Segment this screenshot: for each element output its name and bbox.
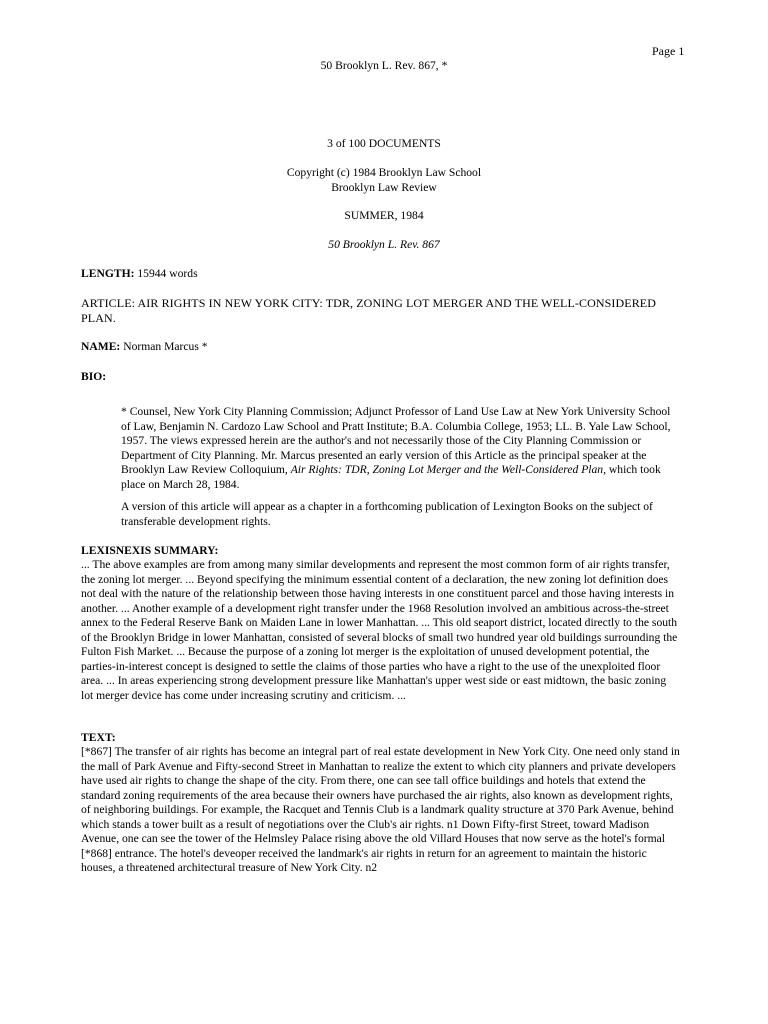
publication-name: Brooklyn Law Review: [331, 181, 437, 194]
length-label: LENGTH:: [81, 267, 135, 280]
length-line: [81, 267, 198, 282]
colloquium-title: Air Rights: TDR, Zoning Lot Merger and the Well-Considered Plan,: [290, 463, 606, 476]
author-name-line: [81, 340, 208, 355]
article-title: ARTICLE: AIR RIGHTS IN NEW YORK CITY: TDR, ZONING LOT MERGER AND THE WELL-CONSIDERED PLAN.: [81, 296, 656, 325]
length-value: 15944 words: [134, 267, 198, 280]
bio-label: BIO:: [81, 370, 107, 383]
bio-paragraph-1: * Counsel, New York City Planning Commission; Adjunct Professor of Land Use Law at New York University School of Law, Benjamin N. Cardozo Law School and Pratt Institute; B.A. Columbia College, 1953; LL. B. Yale Law School, 1957. The views expressed herein are the author's and not necessarily those of the City Planning Commission or Department of City Planning. Mr. Marcus presented an early version of this Article as the principal speaker at the Brooklyn Law Review Colloquium, Air Rights: TDR, Zoning Lot Merger and the Well-Considered Plan, which took place on March 28, 1984.: [121, 405, 671, 491]
copyright-line: Copyright (c) 1984 Brooklyn Law School: [286, 166, 482, 179]
text-label: TEXT:: [81, 731, 116, 744]
italic-citation: 50 Brooklyn L. Rev. 867: [328, 238, 440, 251]
bio-paragraph-2: A version of this article will appear as a chapter in a forthcoming publication of Lexington Books on the subject of transferable development rights.: [121, 500, 653, 528]
document-count: 3 of 100 DOCUMENTS: [327, 137, 441, 150]
name-label: NAME:: [81, 340, 121, 353]
text-body: [*867] The transfer of air rights has become an integral part of real estate development in New York City. One need only stand in the mall of Park Avenue and Fifty-second Street in Manhattan to realize the extent to which city planners and private developers have used air rights to change the shape of the city. From there, one can see tall office buildings and hotels that extend the standard zoning requirements of the area because their owners have purchased the air rights, also known as development rights, of neighboring buildings. For example, the Racquet and Tennis Club is a landmark quality structure at 370 Park Avenue, behind which stands a tower built as a result of negotiations over the Club's air rights. n1 Down Fifty-first Street, toward Madison Avenue, one can see the tower of the Helmsley Palace rising above the old Villard Houses that now serve as the hotel's formal [*868] entrance. The hotel's deveoper received the landmark's air rights in return for an agreement to maintain the historic houses, a threatened architectural treasure of New York City. n2: [81, 745, 680, 874]
page-number: Page 1: [652, 44, 685, 58]
author-name: Norman Marcus *: [120, 340, 208, 353]
publication-season: SUMMER, 1984: [344, 209, 424, 222]
summary-label: LEXISNEXIS SUMMARY:: [81, 544, 219, 557]
summary-text: ... The above examples are from among many similar developments and represent the most common form of air rights transfer, the zoning lot merger. ... Beyond specifying the minimum essential content of a declaration, the new zoning lot definition does not deal with the nature of the relationship between those having interests in one constituent parcel and those having interests in another. ... Another example of a development right transfer under the 1968 Resolution involved an ambitious across-the-street annex to the Federal Reserve Bank on Maiden Lane in lower Manhattan. ... This old seaport district, located directly to the south of the Brooklyn Bridge in lower Manhattan, consisted of several blocks of small two hundred year old buildings surrounding the Fulton Fish Market. ... Because the purpose of a zoning lot merger is the exploitation of unused development potential, the parties-in-interest concept is designed to settle the claims of those parties who have a right to the use of the unexploited floor area. ... In areas experiencing strong development pressure like Manhattan's upper west side or east midtown, the basic zoning lot merger device has come under increasing scrutiny and criticism. ...: [81, 558, 678, 702]
header-citation: 50 Brooklyn L. Rev. 867, *: [320, 59, 448, 72]
